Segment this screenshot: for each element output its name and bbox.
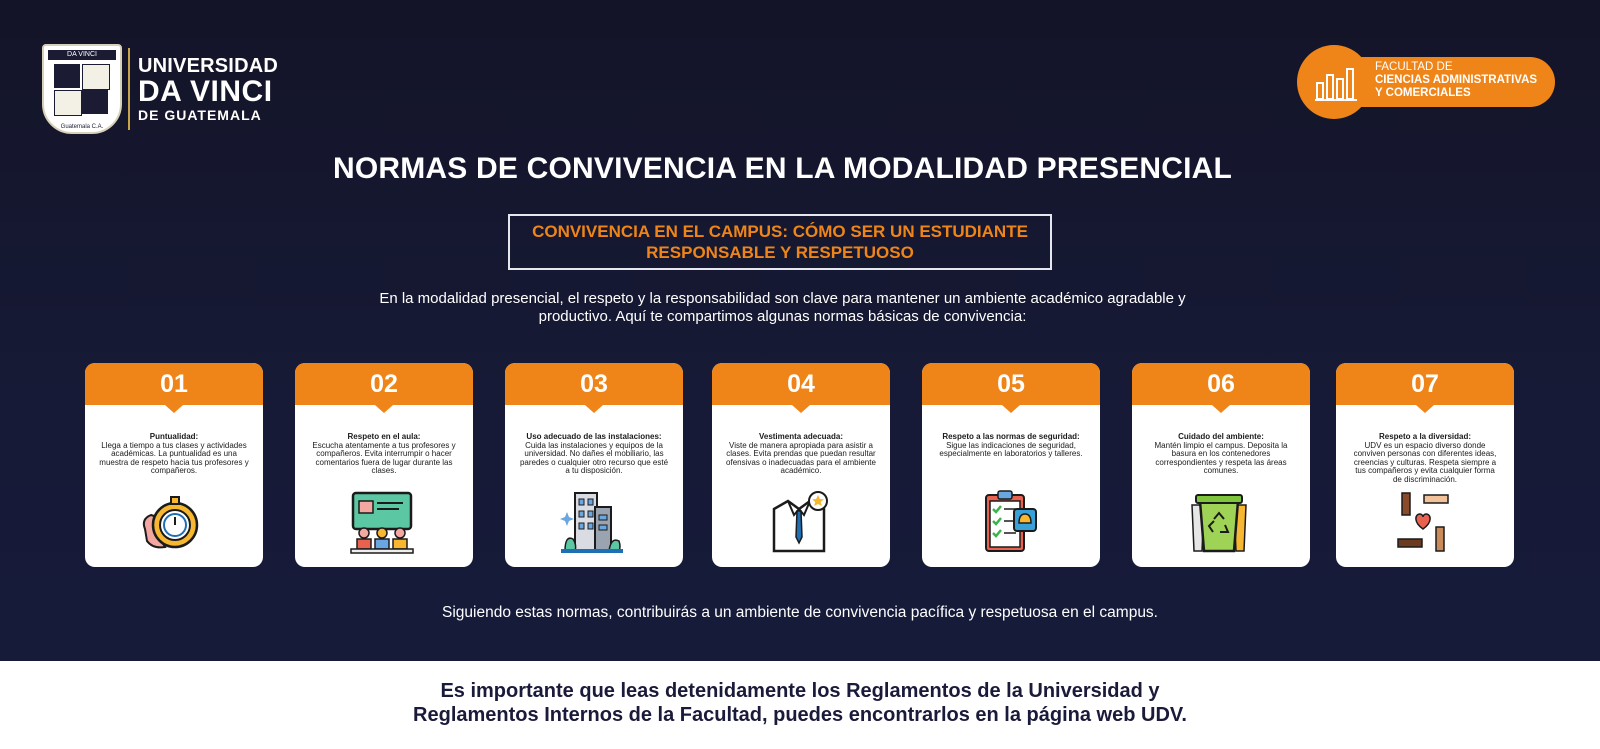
diverse-hands-icon xyxy=(1388,489,1458,555)
building-icon xyxy=(557,489,627,555)
faculty-line2: CIENCIAS ADMINISTRATIVAS xyxy=(1375,74,1538,86)
faculty-line3: Y COMERCIALES xyxy=(1375,87,1471,99)
card-title: Cuidado del ambiente: xyxy=(1178,432,1264,441)
card-title: Uso adecuado de las instalaciones: xyxy=(526,432,662,441)
card-title: Respeto a las normas de seguridad: xyxy=(942,432,1080,441)
wordmark-line3: DE GUATEMALA xyxy=(138,107,262,123)
card-text: Viste de manera apropiada para asistir a clases. Evita prendas que puedan resultar ofensivas o inadecuadas para el ambiente académico. xyxy=(726,440,876,476)
safety-checklist-icon xyxy=(974,489,1044,555)
card-number: 05 xyxy=(922,363,1100,405)
university-wordmark xyxy=(138,56,278,122)
card-number: 03 xyxy=(505,363,683,405)
card-number: 06 xyxy=(1132,363,1310,405)
card-text: Cuida las instalaciones y equipos de la universidad. No dañes el mobiliario, las paredes o cualquier otro recurso que esté a tu disposición. xyxy=(519,440,669,476)
norm-card-01 xyxy=(85,363,263,567)
norm-card-06 xyxy=(1132,363,1310,567)
card-text: Mantén limpio el campus. Deposita la basura en los contenedores correspondientes y respeta las áreas comunes. xyxy=(1154,440,1288,476)
card-number: 07 xyxy=(1336,363,1514,405)
faculty-logo xyxy=(1297,45,1557,119)
card-number: 02 xyxy=(295,363,473,405)
norm-card-03 xyxy=(505,363,683,567)
card-text: UDV es un espacio diverso donde conviven personas con diferentes ideas, creencias y culturas. Respeta siempre a tus compañeros y evita cualquier forma de discriminación. xyxy=(1353,440,1497,484)
closing-text: Siguiendo estas normas, contribuirás a un ambiente de convivencia pacífica y respetuosa en el campus. xyxy=(442,604,1158,621)
shirt-tie-icon xyxy=(764,489,834,555)
card-number: 01 xyxy=(85,363,263,405)
card-title: Respeto a la diversidad: xyxy=(1378,432,1472,441)
logo-divider xyxy=(128,48,130,130)
crest-top-text: DA VINCI xyxy=(48,50,116,60)
university-logo xyxy=(42,44,278,134)
page-title: NORMAS DE CONVIVENCIA EN LA MODALIDAD PRESENCIAL xyxy=(332,152,1233,185)
intro-text: En la modalidad presencial, el respeto y la responsabilidad son clave para mantener un ambiente académico agradable y productivo. Aquí te compartimos algunas normas básicas de convivencia: xyxy=(379,290,1186,325)
stopwatch-icon xyxy=(137,489,207,555)
crest-icon xyxy=(42,44,122,134)
footer-notice xyxy=(0,679,1600,727)
card-title: Respeto en el aula: xyxy=(347,432,421,441)
wordmark-line2: DA VINCI xyxy=(138,75,273,108)
card-number: 04 xyxy=(712,363,890,405)
faculty-line1: FACULTAD DE xyxy=(1375,61,1453,73)
card-title: Vestimenta adecuada: xyxy=(758,432,844,441)
crest-bottom-text: Guatemala C.A. xyxy=(60,124,104,130)
wordmark-line1: UNIVERSIDAD xyxy=(138,55,278,77)
classroom-icon xyxy=(347,489,417,555)
subtitle-box xyxy=(508,214,1052,270)
card-text: Sigue las indicaciones de seguridad, especialmente en laboratorios y talleres. xyxy=(939,440,1083,459)
faculty-name xyxy=(1375,61,1537,100)
card-title: Puntualidad: xyxy=(149,432,199,441)
subtitle: CONVIVENCIA EN EL CAMPUS: CÓMO SER UN ESTUDIANTE RESPONSABLE Y RESPETUOSO xyxy=(532,222,1028,262)
recycle-bin-icon xyxy=(1184,489,1254,555)
bar-chart-icon xyxy=(1315,65,1357,101)
norm-card-04 xyxy=(712,363,890,567)
card-text: Llega a tiempo a tus clases y actividades académicas. La puntualidad es una muestra de respeto hacia tus profesores y compañeros. xyxy=(99,440,249,476)
norm-card-05 xyxy=(922,363,1100,567)
card-text: Escucha atentamente a tus profesores y compañeros. Evita interrumpir o hacer comentarios fuera de lugar durante las clases. xyxy=(312,440,456,476)
footer-line1: Es importante que leas detenidamente los Reglamentos de la Universidad y xyxy=(440,680,1160,702)
norm-card-02 xyxy=(295,363,473,567)
footer-line2: Reglamentos Internos de la Facultad, puedes encontrarlos en la página web UDV. xyxy=(413,704,1187,726)
norm-card-07 xyxy=(1336,363,1514,567)
